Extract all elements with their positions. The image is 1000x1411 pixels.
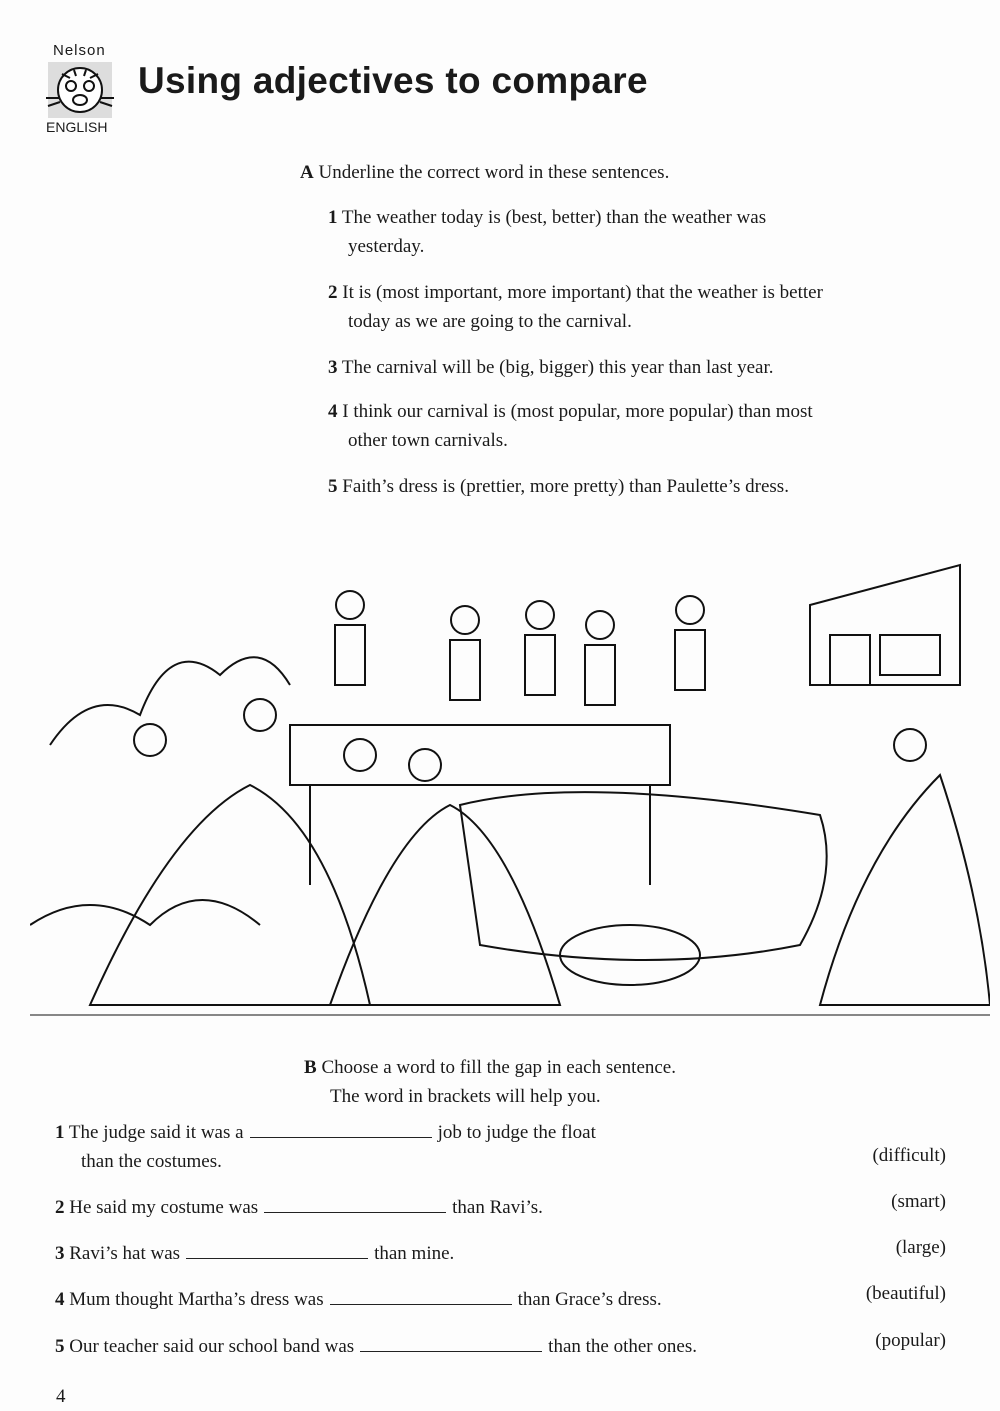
answer-blank[interactable] bbox=[360, 1333, 542, 1352]
item-text: Mum thought Martha’s dress was bbox=[69, 1289, 324, 1310]
item-text: job to judge the float bbox=[437, 1122, 596, 1143]
instruction: Choose a word to fill the gap in each sentence. bbox=[321, 1057, 676, 1078]
item-text: Our teacher said our school band was bbox=[69, 1336, 355, 1357]
list-item bbox=[328, 397, 813, 455]
list-item bbox=[55, 1118, 596, 1176]
answer-blank[interactable] bbox=[330, 1286, 512, 1305]
list-item bbox=[55, 1285, 662, 1314]
instruction: The word in brackets will help you. bbox=[330, 1086, 601, 1107]
item-text: It is (most important, more important) that the weather is better bbox=[342, 282, 823, 303]
page-title: Using adjectives to compare bbox=[138, 60, 648, 101]
item-text: than the costumes. bbox=[81, 1151, 222, 1172]
item-text: I think our carnival is (most popular, more popular) than most bbox=[342, 401, 813, 422]
item-number: 3 bbox=[55, 1243, 65, 1264]
item-number: 5 bbox=[328, 476, 338, 497]
answer-blank[interactable] bbox=[264, 1194, 446, 1213]
item-number: 1 bbox=[328, 207, 338, 228]
answer-blank[interactable] bbox=[250, 1119, 432, 1138]
section-letter: B bbox=[304, 1057, 317, 1078]
item-text: The judge said it was a bbox=[68, 1122, 244, 1143]
carnival-illustration bbox=[30, 545, 990, 1025]
logo-nelson: Nelson bbox=[53, 42, 106, 59]
hint-word: (difficult) bbox=[872, 1145, 946, 1166]
item-text: other town carnivals. bbox=[348, 430, 508, 451]
section-a-heading bbox=[300, 158, 669, 187]
item-number: 5 bbox=[55, 1336, 65, 1357]
item-text: Ravi’s hat was bbox=[69, 1243, 181, 1264]
item-number: 2 bbox=[328, 282, 338, 303]
item-text: yesterday. bbox=[348, 236, 425, 257]
list-item bbox=[55, 1332, 697, 1361]
item-number: 4 bbox=[328, 401, 338, 422]
item-number: 4 bbox=[55, 1289, 65, 1310]
item-number: 3 bbox=[328, 357, 338, 378]
list-item bbox=[328, 203, 766, 261]
item-number: 1 bbox=[55, 1122, 65, 1143]
item-text: The weather today is (best, better) than the weather was bbox=[341, 207, 767, 228]
instruction: Underline the correct word in these sentences. bbox=[318, 162, 670, 183]
list-item bbox=[328, 353, 774, 382]
item-text: than Ravi’s. bbox=[452, 1197, 543, 1218]
list-item bbox=[55, 1193, 543, 1222]
list-item bbox=[55, 1239, 454, 1268]
answer-blank[interactable] bbox=[186, 1240, 368, 1259]
item-text: today as we are going to the carnival. bbox=[348, 311, 632, 332]
hint-word: (smart) bbox=[891, 1191, 946, 1212]
section-letter: A bbox=[300, 162, 314, 183]
item-text: than Grace’s dress. bbox=[517, 1289, 662, 1310]
item-text: The carnival will be (big, bigger) this year than last year. bbox=[341, 357, 774, 378]
hint-word: (beautiful) bbox=[865, 1283, 946, 1304]
item-text: than the other ones. bbox=[548, 1336, 697, 1357]
list-item bbox=[328, 278, 823, 336]
hint-word: (large) bbox=[895, 1237, 946, 1258]
tiger-logo-icon bbox=[44, 60, 116, 120]
page-number: 4 bbox=[56, 1386, 66, 1407]
item-number: 2 bbox=[55, 1197, 65, 1218]
hint-word: (popular) bbox=[875, 1330, 946, 1351]
list-item bbox=[328, 472, 789, 501]
section-b-heading bbox=[304, 1053, 676, 1111]
item-text: Faith’s dress is (prettier, more pretty) than Paulette’s dress. bbox=[342, 476, 789, 497]
item-text: He said my costume was bbox=[69, 1197, 259, 1218]
logo-english: ENGLISH bbox=[46, 119, 108, 135]
item-text: than mine. bbox=[374, 1243, 455, 1264]
